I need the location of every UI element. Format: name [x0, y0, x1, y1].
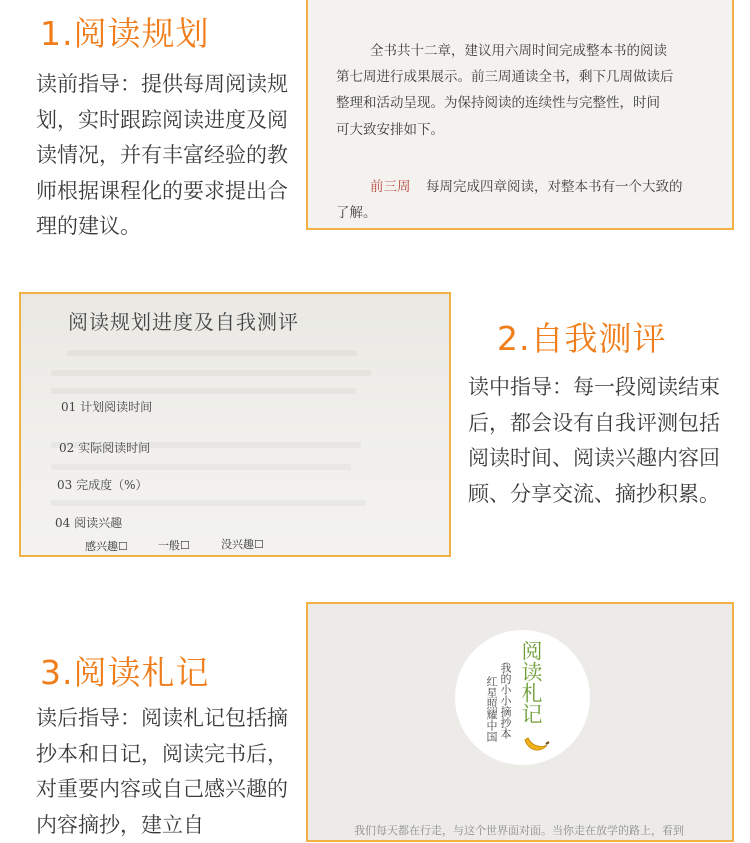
evaluation-item-2: 02 实际阅读时间	[59, 441, 151, 455]
notebook-subtitle: 我的小小摘抄本	[499, 662, 512, 739]
evaluation-item-4: 04 阅读兴趣	[55, 516, 123, 530]
option-not-interested: 没兴趣☐	[221, 538, 264, 551]
book-line-4: 可大致安排如下。	[336, 122, 444, 138]
week-label: 前三周	[370, 179, 411, 195]
option-interested: 感兴趣☐	[85, 540, 128, 553]
evaluation-heading: 阅读规划进度及自我测评	[68, 310, 299, 334]
section3-title: 3.阅读札记	[40, 653, 210, 692]
notebook-title: 阅读札记	[519, 640, 543, 724]
notebook-bottom-text: 我们每天都在行走，与这个世界面对面。当你走在放学的路上，看到	[354, 824, 684, 837]
evaluation-item-1: 01 计划阅读时间	[61, 400, 153, 414]
reading-plan-photo	[306, 0, 734, 230]
book-line-2: 第七周进行成果展示。前三周通读全书，剩下几周做读后	[336, 69, 674, 85]
section3-description: 读后指导：阅读札记包括摘抄本和日记，阅读完书后，对重要内容或自己感兴趣的内容摘抄，建立自	[36, 706, 288, 837]
evaluation-item-3: 03 完成度（%）	[57, 478, 148, 492]
book-line-3: 整理和活动呈现。为保持阅读的连续性与完整性，时间	[336, 95, 660, 111]
section2-title: 2.自我测评	[497, 319, 667, 358]
banana-icon	[522, 732, 550, 756]
week-text-2: 了解。	[336, 205, 377, 221]
book-name: 红星照耀中国	[485, 676, 498, 742]
option-neutral: 一般☐	[158, 539, 190, 552]
self-evaluation-photo	[19, 292, 451, 557]
book-line-1: 全书共十二章，建议用六周时间完成整本书的阅读	[370, 43, 667, 59]
section1-title: 1.阅读规划	[40, 14, 210, 53]
section1-description: 读前指导：提供每周阅读规划，实时跟踪阅读进度及阅读情况，并有丰富经验的教师根据课程化的要求提出合理的建议。	[36, 72, 288, 238]
week-text: 每周完成四章阅读，对整本书有一个大致的	[426, 179, 683, 195]
reading-notes-photo	[306, 602, 734, 842]
section2-description: 读中指导：每一段阅读结束后，都会设有自我评测包括阅读时间、阅读兴趣内容回顾、分享交流、摘抄积累。	[468, 375, 720, 506]
